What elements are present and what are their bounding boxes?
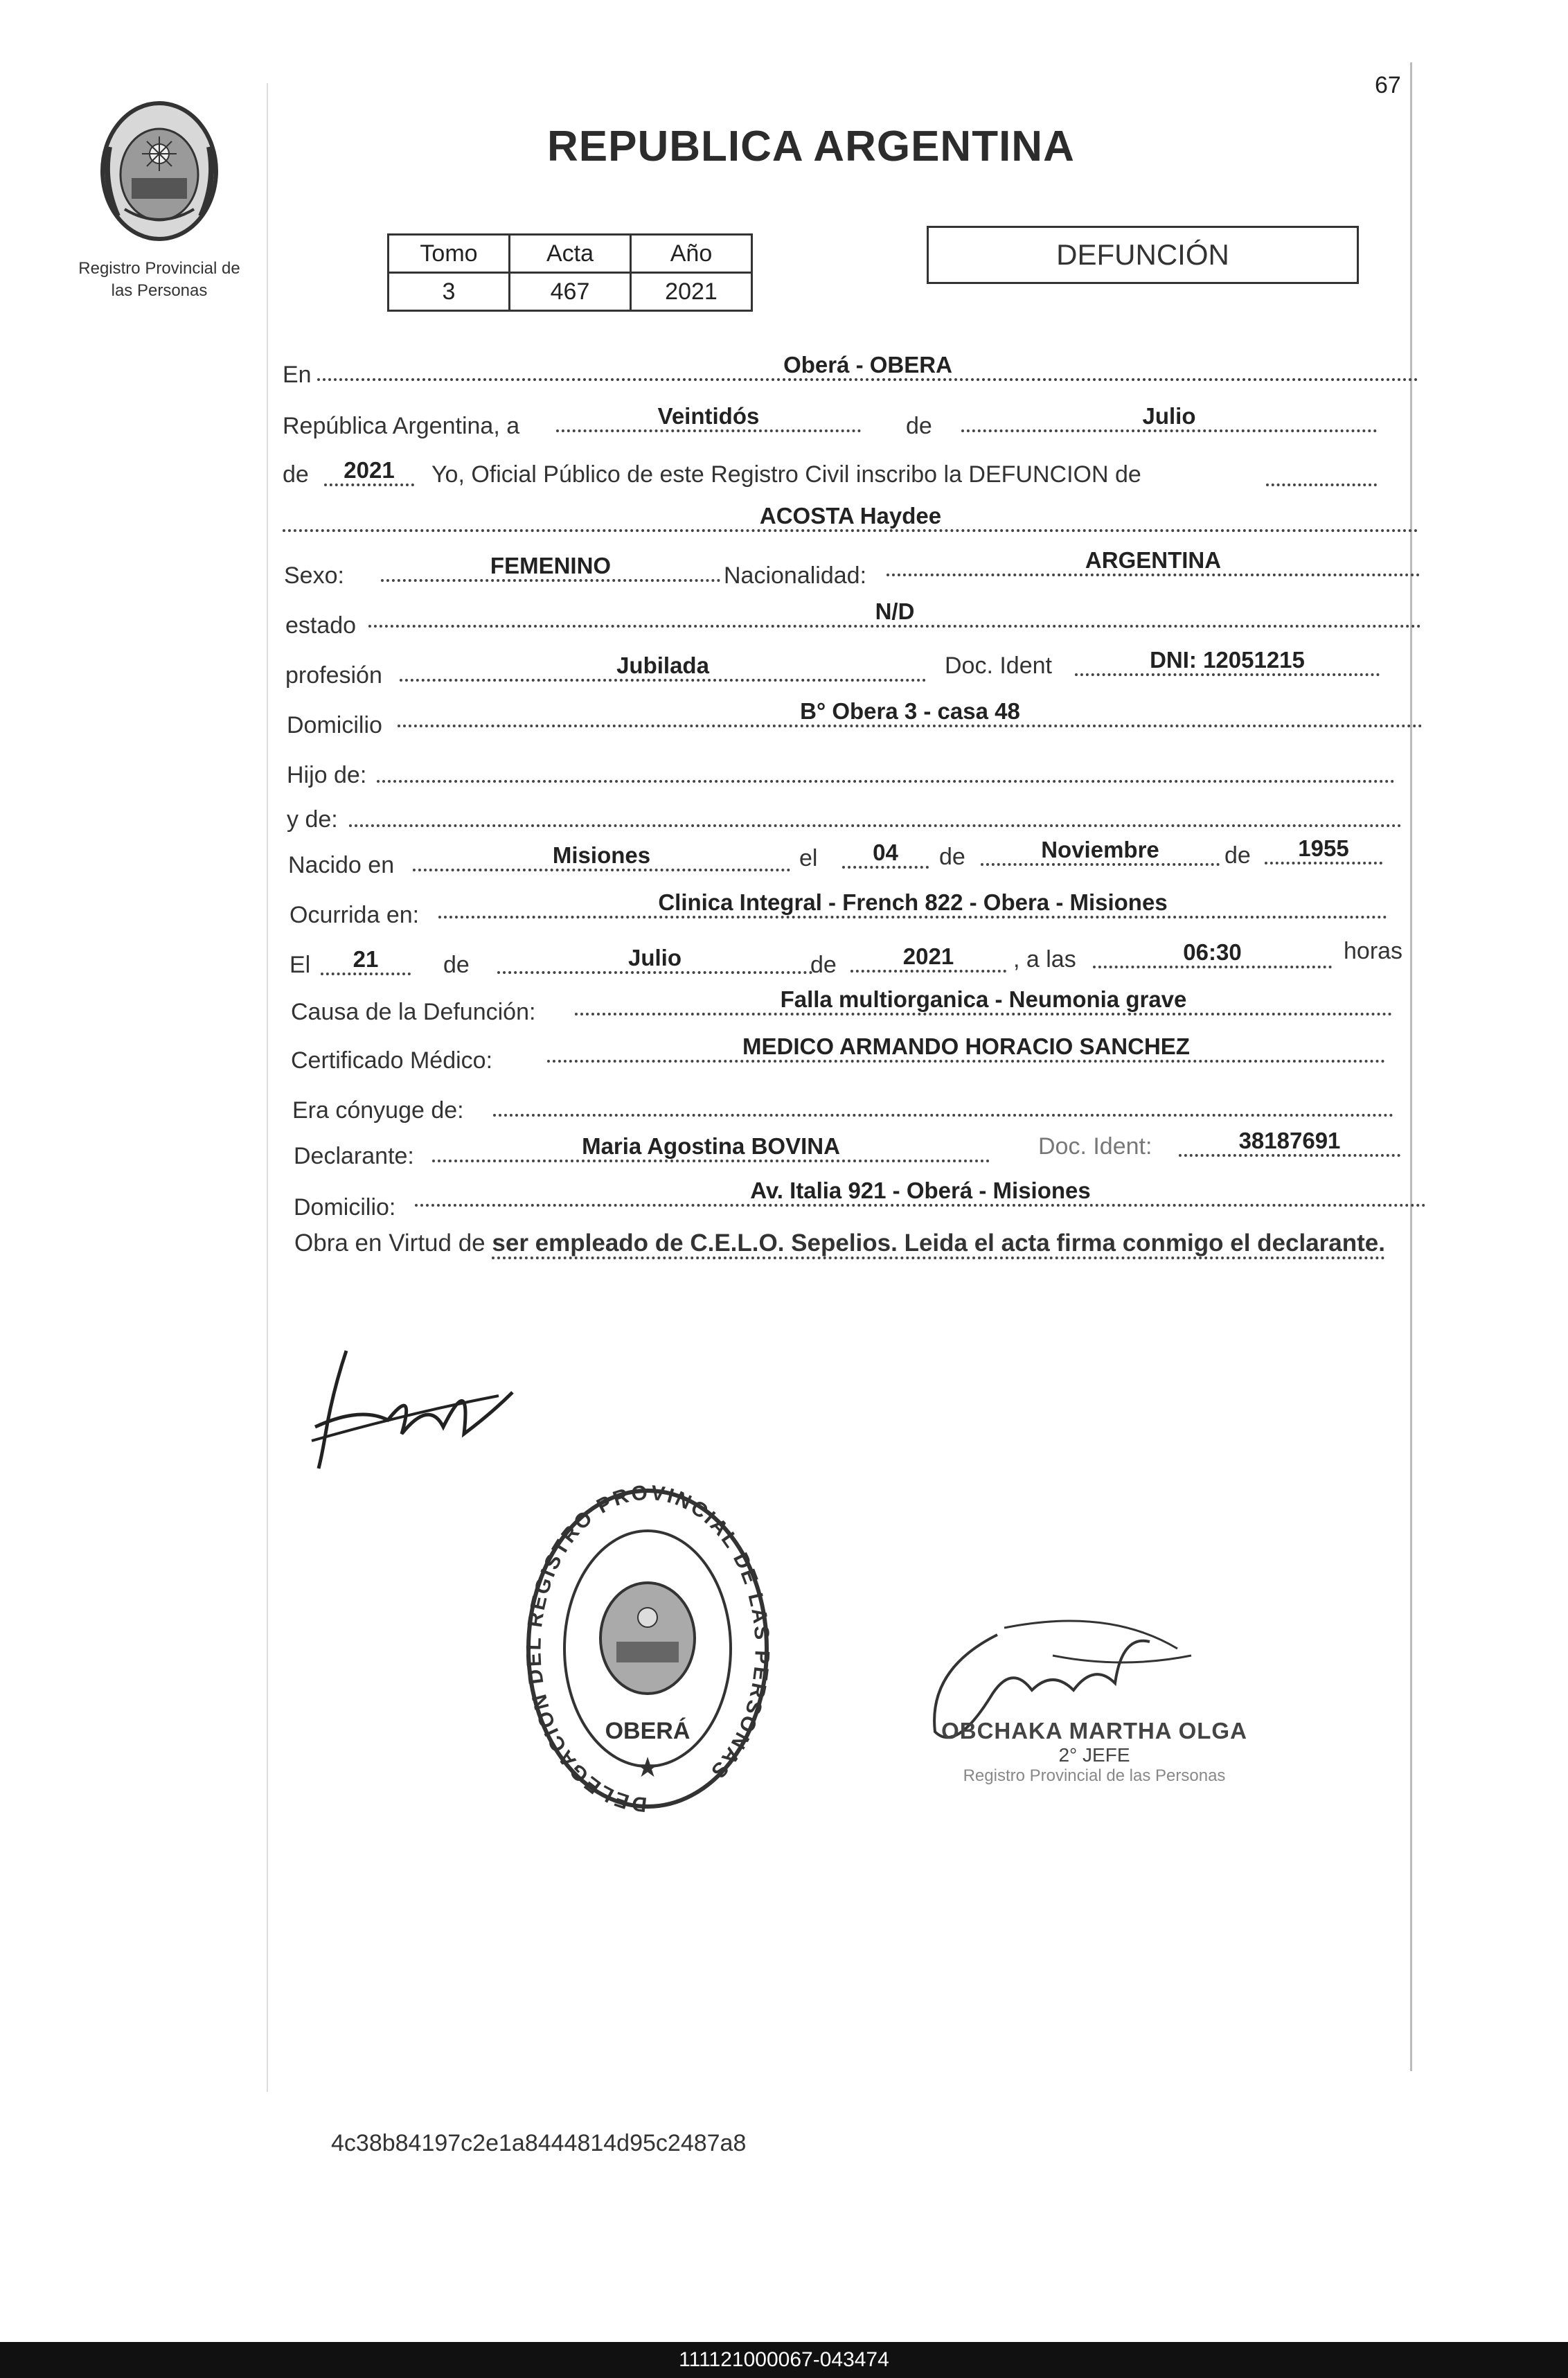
field-nationality: ARGENTINA [887,547,1420,576]
label-de-death-year: de [810,952,837,978]
label-nacionalidad: Nacionalidad: [724,562,867,589]
value-tomo: 3 [389,273,510,311]
field-declarant: Maria Agostina BOVINA [432,1133,990,1162]
page-number: 67 [1375,72,1401,98]
label-republica: República Argentina, a [283,413,520,439]
label-nacido-en: Nacido en [288,852,395,878]
field-death-month: Julio [497,945,812,974]
row-civil-status [285,598,1421,643]
record-table [387,233,753,312]
document-title: REPUBLICA ARGENTINA [547,123,1075,170]
label-ocurrida-en: Ocurrida en: [289,902,420,928]
field-death-place: Clinica Integral - French 822 - Obera - Misiones [438,889,1387,919]
value-acta: 467 [510,273,631,311]
field-mother [349,798,1402,827]
field-birth-place: Misiones [413,842,790,871]
seal-star-icon: ★ [635,1753,660,1783]
field-basis-text: ser empleado de C.E.L.O. Sepelios. Leida el acta firma conmigo el declarante. [492,1230,1385,1259]
label-estado: estado [285,612,357,639]
registry-office-line1: Registro Provincial de [78,259,240,278]
field-spouse [493,1088,1393,1117]
basis-paragraph [294,1226,1430,1261]
footer-code: 111121000067-043474 [0,2342,1568,2378]
label-causa: Causa de la Defunción: [291,999,536,1025]
label-yo: Yo, Oficial Público de este Registro Civil inscribo la DEFUNCION de [431,461,1141,488]
field-year: 2021 [324,457,414,486]
row-place [283,352,1418,392]
row-declarant [294,1128,1402,1173]
label-domicilio: Domicilio [287,712,382,738]
label-doc-ident: Doc. Ident [945,653,1052,679]
registry-office-line2: las Personas [111,281,208,300]
label-doc-ident-declarant: Doc. Ident: [1038,1133,1152,1160]
row-father [287,762,1395,792]
left-margin-line [267,83,268,2092]
field-blank [1266,457,1377,486]
officer-office: Registro Provincial de las Personas [963,1766,1226,1785]
label-certificado: Certificado Médico: [291,1047,493,1074]
label-declarante: Declarante: [294,1143,414,1169]
field-address: B° Obera 3 - casa 48 [398,698,1423,727]
field-profession: Jubilada [400,653,926,682]
field-declarant-address: Av. Italia 921 - Oberá - Misiones [415,1178,1426,1207]
label-hijo-de: Hijo de: [287,762,367,788]
field-day-words: Veintidós [556,403,861,432]
row-certificate [291,1033,1399,1078]
row-profession [285,647,1393,693]
label-de-year: de [283,461,309,488]
field-declarant-doc: 38187691 [1179,1128,1400,1157]
row-sex [284,547,1420,593]
field-sex: FEMENINO [381,553,720,582]
field-birth-year: 1955 [1265,835,1382,864]
field-birth-day: 04 [842,840,929,869]
field-civil-status: N/D [368,598,1421,628]
label-domicilio-declarant: Domicilio: [294,1194,396,1221]
row-year [283,457,1377,492]
seal-city-text: OBERÁ [605,1718,691,1744]
officer-name: OBCHAKA MARTHA OLGA [941,1718,1247,1743]
label-a-las: , a las [1013,946,1076,973]
label-en: En [283,362,312,388]
field-deceased-name: ACOSTA Haydee [283,503,1418,532]
row-declarant-address [294,1178,1429,1225]
label-sexo: Sexo: [284,562,344,589]
field-cause: Falla multiorganica - Neumonia grave [575,986,1392,1015]
header-tomo: Tomo [389,235,510,273]
record-type-box: DEFUNCIÓN [927,226,1359,284]
field-month: Julio [961,403,1377,432]
label-obra-en-virtud: Obra en Virtud de [294,1230,485,1257]
label-profesion: profesión [285,662,382,689]
row-deceased-name [283,503,1418,533]
row-death-place [289,889,1398,932]
field-death-time: 06:30 [1093,939,1332,968]
header-ano: Año [631,235,752,273]
field-medical-certificate: MEDICO ARMANDO HORACIO SANCHEZ [547,1033,1385,1063]
header-acta: Acta [510,235,631,273]
label-y-de: y de: [287,806,338,833]
label-conyuge: Era cónyuge de: [292,1097,464,1124]
row-mother [287,806,1402,837]
registry-seal-stamp [519,1482,776,1815]
seal-outer-text: DELEGACION DEL REGISTRO PROVINCIAL DE LAS PERSONAS [522,1482,774,1815]
row-address [287,698,1423,743]
label-de: de [906,413,932,439]
field-document: DNI: 12051215 [1075,647,1380,676]
row-date [283,403,1377,443]
row-birth [288,835,1396,882]
label-de-birth: de [939,844,965,870]
field-death-year: 2021 [850,943,1006,973]
field-place: Oberá - OBERA [317,352,1418,381]
misiones-crest-icon [90,98,229,244]
row-spouse [292,1097,1400,1128]
declarant-signature [305,1330,526,1475]
field-father [377,754,1395,783]
field-death-day: 21 [321,946,411,975]
label-de-death: de [443,952,470,978]
registry-office-label [55,258,263,302]
document-hash: 4c38b84197c2e1a8444814d95c2487a8 [331,2130,747,2156]
row-cause [291,986,1399,1029]
value-ano: 2021 [631,273,752,311]
label-de-birth-year: de [1224,842,1251,869]
field-birth-month: Noviembre [981,837,1220,866]
label-el-death: El [289,952,311,978]
officer-block [900,1718,1288,1786]
label-el: el [799,845,818,871]
row-death-date [289,938,1411,982]
officer-position: 2° JEFE [1058,1744,1130,1766]
label-horas: horas [1344,938,1403,964]
